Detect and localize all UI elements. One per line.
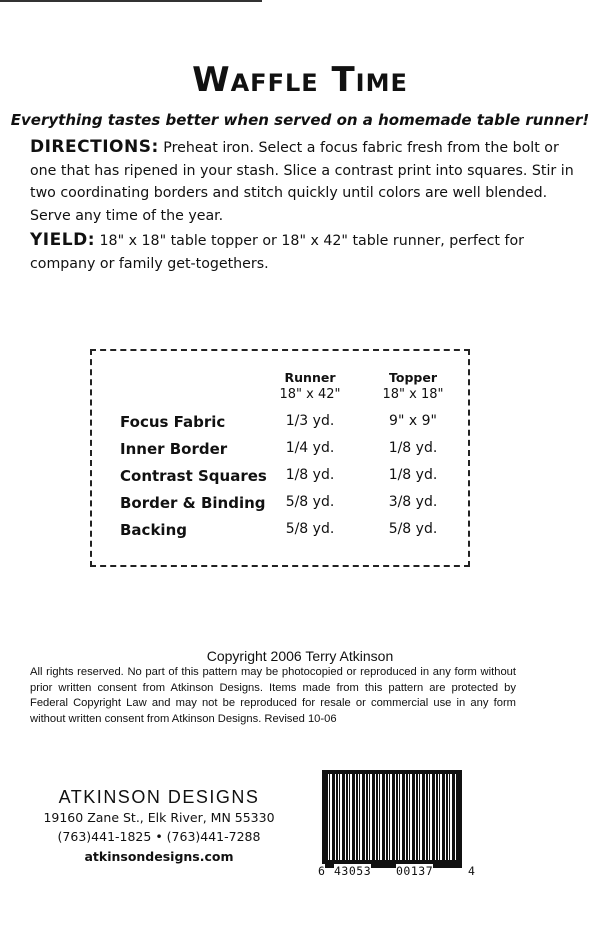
pattern-title: Waffle Time bbox=[192, 60, 408, 100]
column-header-topper bbox=[372, 369, 454, 403]
company-phones: (763)441-1825 • (763)441-7288 bbox=[57, 829, 261, 844]
top-rule bbox=[0, 0, 262, 2]
yield-label: YIELD: bbox=[30, 230, 95, 250]
yield-text: 18" x 18" table topper or 18" x 42" table runner, perfect for company or family get-togethers. bbox=[30, 233, 524, 272]
company-name: ATKINSON DESIGNS bbox=[58, 787, 260, 807]
company-address: 19160 Zane St., Elk River, MN 55330 bbox=[43, 810, 275, 825]
directions-label: DIRECTIONS: bbox=[30, 137, 159, 157]
row-item: Inner Border bbox=[120, 440, 228, 458]
copyright-notice: All rights reserved. No part of this pattern may be photocopied or reproduced in any form without prior written consent from Atkinson Designs. Items made from this pattern are protected by Federal Copyright Law and may not be reproduced for resale or commercial use in any form without written consent from Atkinson Designs. Revised 10-06 bbox=[30, 666, 516, 725]
column-header-runner bbox=[268, 369, 352, 403]
tagline: Everything tastes better when served on a homemade table runner! bbox=[10, 111, 590, 129]
yield-paragraph bbox=[30, 229, 578, 275]
table-row bbox=[92, 413, 472, 439]
topper-value: 5/8 yd. bbox=[388, 521, 438, 537]
topper-value: 3/8 yd. bbox=[388, 494, 438, 510]
table-row bbox=[92, 440, 472, 466]
directions-paragraph bbox=[30, 136, 578, 227]
topper-size: 18" x 18" bbox=[382, 387, 444, 402]
yardage-table bbox=[90, 349, 470, 567]
upc-barcode bbox=[318, 770, 475, 882]
row-item: Focus Fabric bbox=[120, 413, 226, 431]
topper-heading: Topper bbox=[389, 370, 437, 385]
runner-size: 18" x 42" bbox=[279, 387, 341, 402]
table-row bbox=[92, 521, 472, 547]
barcode-group-1: 43053 bbox=[334, 864, 372, 878]
row-item: Border & Binding bbox=[120, 494, 266, 512]
directions-text: Preheat iron. Select a focus fabric fresh from the bolt or one that has ripened in your stash. Slice a contrast print into squares. Stir in two coordinating borders and stitch quickly until colors are well blended. Serve any time of the year. bbox=[30, 140, 574, 224]
row-item: Backing bbox=[120, 521, 187, 539]
runner-heading: Runner bbox=[284, 370, 336, 385]
copyright-title: Copyright 2006 Terry Atkinson bbox=[206, 648, 394, 664]
table-row bbox=[92, 467, 472, 493]
table-row bbox=[92, 494, 472, 520]
barcode-group-2: 00137 bbox=[396, 864, 434, 878]
barcode-digit-right: 4 bbox=[468, 864, 475, 878]
row-item: Contrast Squares bbox=[120, 467, 267, 485]
topper-value: 1/8 yd. bbox=[388, 467, 438, 483]
runner-value: 1/3 yd. bbox=[285, 413, 335, 429]
runner-value: 1/8 yd. bbox=[285, 467, 335, 483]
barcode-bars bbox=[326, 774, 458, 860]
runner-value: 5/8 yd. bbox=[285, 521, 335, 537]
runner-value: 5/8 yd. bbox=[285, 494, 335, 510]
topper-value: 1/8 yd. bbox=[388, 440, 438, 456]
barcode-digit-left: 6 bbox=[318, 864, 325, 878]
company-website: atkinsondesigns.com bbox=[84, 849, 234, 864]
topper-value: 9" x 9" bbox=[389, 413, 437, 429]
runner-value: 1/4 yd. bbox=[285, 440, 335, 456]
